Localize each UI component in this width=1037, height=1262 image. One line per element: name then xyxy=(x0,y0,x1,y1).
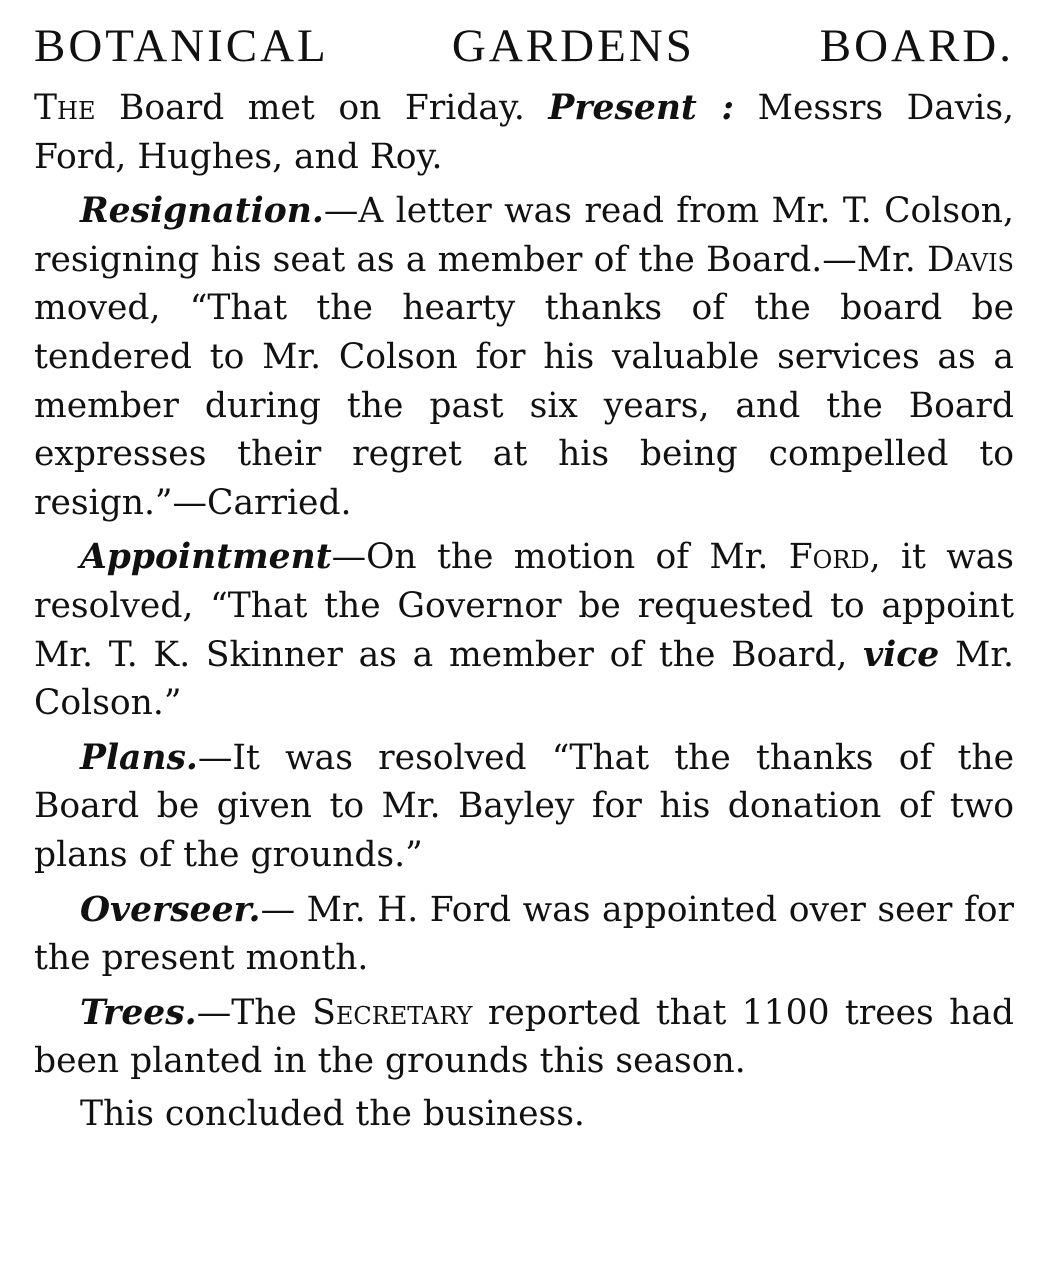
appointment-vice: vice xyxy=(863,634,940,675)
resignation-paragraph xyxy=(34,187,1014,527)
overseer-text: — Mr. H. Ford was appointed over seer for the present month. xyxy=(34,889,1014,979)
plans-text: —It was resolved “That the thanks of the Board be given to Mr. Bayley for his donation of two plans of the grounds.” xyxy=(34,737,1014,875)
appointment-text-2: , it was resolved, “That the Governor be requested to appoint Mr. T. K. Skinner as a member of the Board, xyxy=(34,537,1014,675)
appointment-paragraph xyxy=(34,533,1014,727)
closing-paragraph: This concluded the business. xyxy=(80,1093,585,1134)
plans-topic: Plans. xyxy=(80,737,198,778)
intro-lead: The xyxy=(34,88,96,128)
intro-text-2: Messrs Davis, Ford, Hughes, and Roy. xyxy=(34,88,1014,177)
plans-paragraph xyxy=(34,734,1014,880)
headline: BOTANICAL GARDENS BOARD. xyxy=(34,20,1014,72)
resignation-topic: Resignation. xyxy=(80,191,324,232)
trees-text-2: reported that 1100 trees had been planted in the grounds this season. xyxy=(34,992,1014,1082)
trees-topic: Trees. xyxy=(80,992,197,1033)
appointment-mover: Ford xyxy=(788,537,870,578)
intro-text-1: Board met on Friday. xyxy=(95,88,549,128)
trees-text-1: —The xyxy=(196,992,313,1033)
resignation-mover: Davis xyxy=(926,239,1014,280)
present-label: Present : xyxy=(548,88,735,128)
trees-reporter: Secretary xyxy=(312,992,473,1033)
appointment-topic: Appointment xyxy=(80,537,332,578)
appointment-text-3: Mr. Colson.” xyxy=(34,634,1015,724)
trees-paragraph xyxy=(34,989,1014,1086)
overseer-paragraph xyxy=(34,886,1014,983)
resignation-text-2: moved, “That the hearty thanks of the board be tendered to Mr. Colson for his valuable services as a member during the past six years, and the Board expresses their regret at his being compelled to resign.”—Carried. xyxy=(34,288,1014,523)
overseer-topic: Overseer. xyxy=(80,889,261,930)
intro-paragraph xyxy=(34,84,1014,181)
article xyxy=(34,16,1014,1138)
resignation-text-1: —A letter was read from Mr. T. Colson, resigning his seat as a member of the Board.—Mr. xyxy=(34,191,1014,280)
appointment-text-1: —On the motion of Mr. xyxy=(331,537,789,578)
